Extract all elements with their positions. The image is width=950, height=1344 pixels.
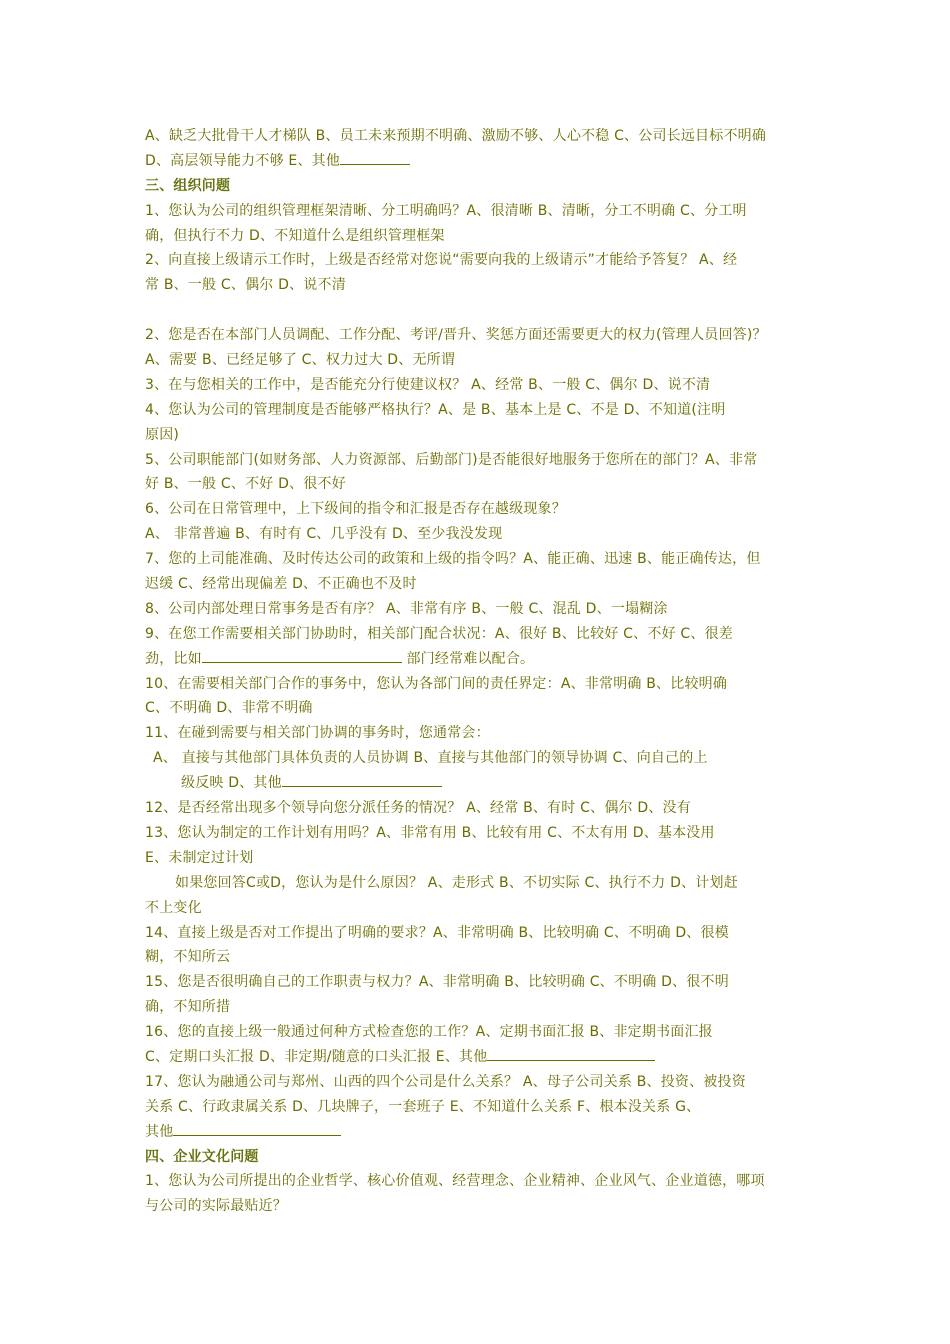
line-text: 关系 C、行政隶属关系 D、几块牌子，一套班子 E、不知道什么关系 F、根本没关系 G、	[145, 1098, 701, 1115]
question-line	[145, 995, 815, 1020]
question-line	[145, 945, 815, 970]
line-text: 确，但执行不力 D、不知道什么是组织管理框架	[145, 227, 445, 244]
blank-line	[145, 298, 815, 323]
line-text: 5、公司职能部门(如财务部、人力资源部、后勤部门)是否能很好地服务于您所在的部门？A、非常	[145, 451, 758, 468]
line-text: 13、您认为制定的工作计划有用吗？A、非常有用 B、比较有用 C、不太有用 D、基本没用	[145, 824, 715, 841]
document-page	[145, 124, 815, 1219]
question-line	[145, 423, 815, 448]
question-line	[145, 921, 815, 946]
question-line	[145, 1120, 815, 1145]
question-line	[145, 1194, 815, 1219]
question-line	[145, 771, 815, 796]
line-text: 16、您的直接上级一般通过何种方式检查您的工作？A、定期书面汇报 B、非定期书面汇报	[145, 1024, 713, 1041]
fill-in-blank[interactable]	[202, 648, 402, 663]
question-line	[145, 448, 815, 473]
line-text: D、高层领导能力不够 E、其他	[145, 152, 341, 169]
line-text: 15、您是否很明确自己的工作职责与权力？A、非常明确 B、比较明确 C、不明确 D、很不明	[145, 974, 729, 991]
section-heading	[145, 174, 815, 199]
question-line	[145, 572, 815, 597]
question-line	[145, 746, 815, 771]
line-text: 2、向直接上级请示工作时，上级是否经常对您说“需要向我的上级请示”才能给予答复？ A、经	[145, 252, 738, 269]
question-line	[145, 497, 815, 522]
line-text: 劲，比如	[145, 650, 202, 667]
line-text: 四、企业文化问题	[145, 1148, 259, 1165]
line-text: 4、您认为公司的管理制度是否能够严格执行？A、是 B、基本上是 C、不是 D、不知道(注明	[145, 401, 726, 418]
fill-in-blank[interactable]	[487, 1046, 655, 1061]
line-text: A、 非常普遍 B、有时有 C、几乎没有 D、至少我没发现	[145, 526, 503, 543]
question-line	[145, 896, 815, 921]
line-text: E、未制定过计划	[145, 849, 254, 866]
question-line	[145, 1070, 815, 1095]
line-text: 7、您的上司能准确、及时传达公司的政策和上级的指令吗？A、能正确、迅速 B、能正确传达，但	[145, 551, 761, 568]
line-text: 三、组织问题	[145, 177, 231, 194]
line-text: 确，不知所措	[145, 999, 231, 1016]
line-text: 10、在需要相关部门合作的事务中，您认为各部门间的责任界定：A、非常明确 B、比较明确	[145, 675, 728, 692]
question-line	[145, 248, 815, 273]
question-line	[145, 199, 815, 224]
line-text: 17、您认为融通公司与郑州、山西的四个公司是什么关系？ A、母子公司关系 B、投资、被投资	[145, 1073, 746, 1090]
line-text: 如果您回答C或D，您认为是什么原因？ A、走形式 B、不切实际 C、执行不力 D、计划赶	[175, 874, 738, 891]
question-line	[145, 472, 815, 497]
line-text: 9、在您工作需要相关部门协助时，相关部门配合状况：A、很好 B、比较好 C、不好 C、很差	[145, 625, 733, 642]
question-line	[145, 1045, 815, 1070]
question-line	[145, 622, 815, 647]
question-line	[145, 970, 815, 995]
question-line	[145, 846, 815, 871]
line-text: A、 直接与其他部门具体负责的人员协调 B、直接与其他部门的领导协调 C、向自己的上	[153, 750, 708, 767]
question-line	[145, 696, 815, 721]
line-text: 2、您是否在本部门人员调配、工作分配、考评/晋升、奖惩方面还需要更大的权力(管理人员回答)？	[145, 327, 767, 344]
question-line	[145, 373, 815, 398]
line-text: 14、直接上级是否对工作提出了明确的要求？A、非常明确 B、比较明确 C、不明确 D、很模	[145, 924, 729, 941]
question-line	[145, 1169, 815, 1194]
fill-in-blank[interactable]	[340, 150, 410, 165]
question-line	[145, 398, 815, 423]
question-line	[145, 672, 815, 697]
question-line	[145, 522, 815, 547]
question-line	[145, 1095, 815, 1120]
question-line	[145, 149, 815, 174]
line-text: 与公司的实际最贴近？	[145, 1198, 287, 1215]
line-text: 1、您认为公司的组织管理框架清晰、分工明确吗？A、很清晰 B、清晰，分工不明确 C、分工明	[145, 202, 747, 219]
fill-in-blank[interactable]	[282, 772, 442, 787]
fill-in-blank[interactable]	[173, 1121, 341, 1136]
question-line	[145, 647, 815, 672]
line-text: 糊，不知所云	[145, 949, 231, 966]
question-line	[145, 273, 815, 298]
question-line	[145, 323, 815, 348]
question-line	[145, 796, 815, 821]
question-line	[145, 1020, 815, 1045]
line-text: 12、是否经常出现多个领导向您分派任务的情况？ A、经常 B、有时 C、偶尔 D、没有	[145, 800, 691, 817]
question-line	[145, 348, 815, 373]
question-line	[145, 124, 815, 149]
question-line	[145, 597, 815, 622]
question-line	[145, 224, 815, 249]
line-text: 3、在与您相关的工作中，是否能充分行使建议权？ A、经常 B、一般 C、偶尔 D、说不清	[145, 376, 711, 393]
line-text: C、定期口头汇报 D、非定期/随意的口头汇报 E、其他	[145, 1048, 488, 1065]
line-text: 好 B、一般 C、不好 D、很不好	[145, 476, 346, 493]
question-line	[145, 721, 815, 746]
line-text-after: 部门经常难以配合。	[401, 650, 535, 667]
line-text: 不上变化	[145, 899, 202, 916]
line-text: A、需要 B、已经足够了 C、权力过大 D、无所谓	[145, 352, 456, 369]
line-text: 6、公司在日常管理中，上下级间的指令和汇报是否存在越级现象？	[145, 501, 566, 518]
line-text: 其他	[145, 1123, 174, 1140]
line-text: 11、在碰到需要与相关部门协调的事务时，您通常会：	[145, 725, 490, 742]
line-text: A、缺乏大批骨干人才梯队 B、员工未来预期不明确、激励不够、人心不稳 C、公司长远目标不明确	[145, 128, 767, 144]
section-heading	[145, 1145, 815, 1170]
line-text: 1、您认为公司所提出的企业哲学、核心价值观、经营理念、企业精神、企业风气、企业道德，哪项	[145, 1173, 765, 1190]
line-text: C、不明确 D、非常不明确	[145, 700, 313, 717]
line-text: 常 B、一般 C、偶尔 D、说不清	[145, 277, 346, 294]
question-line	[145, 821, 815, 846]
question-line	[145, 871, 815, 896]
question-line	[145, 547, 815, 572]
line-text: 迟缓 C、经常出现偏差 D、不正确也不及时	[145, 576, 417, 593]
line-text: 原因)	[145, 426, 180, 443]
line-text: 级反映 D、其他	[181, 775, 282, 792]
line-text: 8、公司内部处理日常事务是否有序？ A、非常有序 B、一般 C、混乱 D、一塌糊涂	[145, 600, 668, 617]
